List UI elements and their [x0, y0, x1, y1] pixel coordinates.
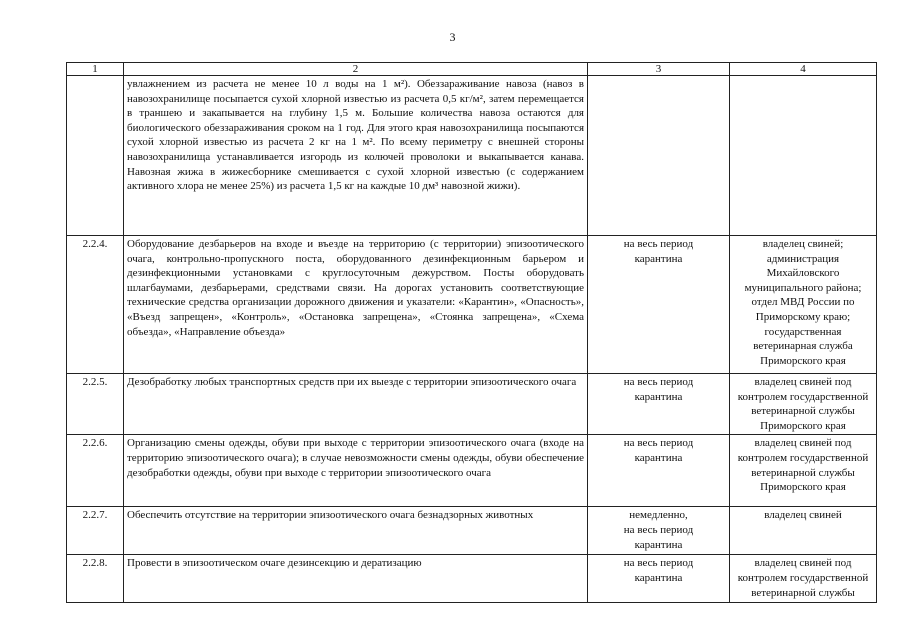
- cell-line: на весь период: [623, 376, 694, 388]
- measure-text: Дезобработку любых транспортных средств при их выезде с территории эпизоотического очага: [124, 374, 588, 435]
- cell-line: ветеринарной службы: [751, 586, 855, 599]
- cell-line: карантина: [634, 252, 683, 265]
- table-row-2-2-4: [67, 236, 877, 374]
- responsible-cell: [730, 236, 877, 374]
- cell-line: Приморского края: [760, 419, 846, 432]
- cell-line: на весь период: [623, 523, 694, 536]
- cell-line: ветеринарная служба: [753, 340, 853, 353]
- page-number: 3: [449, 30, 456, 44]
- term-cell: [588, 236, 730, 374]
- table-row-2-2-8: [67, 555, 877, 603]
- measure-text: Провести в эпизоотическом очаге дезинсекцию и дератизацию: [124, 555, 588, 603]
- cell-line: владелец свиней: [764, 509, 842, 522]
- responsible-cell: [730, 555, 877, 603]
- column-number-row: [67, 63, 877, 76]
- cell-line: государственная: [764, 325, 842, 338]
- measure-text: Оборудование дезбарьеров на входе и въезде на территорию (с территории) эпизоотического очага, контрольно-пропускного поста, оборудованного дезинфекционным барьером и дезинфекционными установками с круглосуточным дежурством. Посты оборудовать шлагбаумами, дезбарьерами, средствами связи. На дорогах установить соответствующие технические средства организации дорожного движения и указатели: «Карантин», «Опасность», «Въезд запрещен», «Контроль», «Остановка запрещена», «Стоянка запрещена», «Схема объезда», «Направление объезда»: [124, 236, 588, 374]
- cell-line: контролем государственной: [737, 390, 869, 403]
- column-header-4: 4: [730, 63, 877, 76]
- responsible-cell: [730, 507, 877, 555]
- term-cell: [588, 555, 730, 603]
- cell-line: карантина: [634, 451, 683, 464]
- term-cell: [588, 507, 730, 555]
- cell-line: владелец свиней под: [754, 437, 852, 450]
- cell-line: владелец свиней под: [754, 557, 852, 570]
- cell-line: ветеринарной службы: [751, 405, 855, 418]
- term-cell: [588, 76, 730, 236]
- term-cell: [588, 374, 730, 435]
- cell-line: немедленно,: [629, 509, 688, 522]
- term-cell: [588, 435, 730, 507]
- table-row-continuation: [67, 76, 877, 236]
- cell-line: владелец свиней под: [754, 376, 852, 388]
- column-header-2: 2: [124, 63, 588, 76]
- responsible-cell: [730, 76, 877, 236]
- cell-line: Приморского края: [760, 354, 846, 367]
- cell-line: отдел МВД России по: [751, 296, 855, 309]
- cell-line: карантина: [634, 538, 683, 551]
- cell-line: карантина: [634, 390, 683, 403]
- responsible-cell: [730, 374, 877, 435]
- item-number: 2.2.8.: [67, 555, 124, 603]
- cell-line: ветеринарной службы: [751, 466, 855, 479]
- column-header-1: 1: [67, 63, 124, 76]
- cell-line: на весь период: [623, 437, 694, 450]
- cell-line: на весь период: [623, 238, 694, 250]
- item-number: 2.2.6.: [67, 435, 124, 507]
- cell-line: Приморского края: [760, 481, 846, 494]
- item-number: 2.2.4.: [67, 236, 124, 374]
- cell-line: владелец свиней;: [762, 238, 844, 250]
- cell-line: муниципального района;: [744, 281, 862, 294]
- measure-text: Обеспечить отсутствие на территории эпизоотического очага безнадзорных животных: [124, 507, 588, 555]
- table-row-2-2-7: [67, 507, 877, 555]
- cell-line: Михайловского: [766, 267, 840, 280]
- cell-line: на весь период: [623, 557, 694, 570]
- item-number: 2.2.7.: [67, 507, 124, 555]
- cell-line: Приморскому краю;: [755, 310, 851, 323]
- item-number: 2.2.5.: [67, 374, 124, 435]
- cell-line: администрация: [766, 252, 840, 265]
- cell-line: карантина: [634, 571, 683, 584]
- responsible-cell: [730, 435, 877, 507]
- measure-text: Организацию смены одежды, обуви при выходе с территории эпизоотического очага (входе на территорию эпизоотического очага); в случае невозможности смены одежды, обуви обеспечение дезобработки одежды, обуви при выходе с территории эпизоотического очага: [124, 435, 588, 507]
- cell-line: контролем государственной: [737, 571, 869, 584]
- measure-text: увлажнением из расчета не менее 10 л воды на 1 м²). Обеззараживание навоза (навоз в навозохранилище посыпается сухой хлорной известью из расчета 0,5 кг/м², затем перемещается в траншею и закапывается на глубину 1,5 м. Большие количества навоза остаются для биологического обеззараживания сроком на 1 год. Для этого края навозохранилища посыпаются сухой хлорной известью из расчета 2 кг на 1 м². По всему периметру с внешней стороны навозохранилища устанавливается изгородь из колючей проволоки и выкапывается канава. Навозная жижа в жижесборнике смешивается с сухой хлорной известью (с содержанием активного хлора не менее 25%) из расчета 1,5 кг на каждые 10 дм³ навозной жижи).: [124, 76, 588, 236]
- table-row-2-2-5: [67, 374, 877, 435]
- measures-table: [66, 62, 877, 603]
- table-row-2-2-6: [67, 435, 877, 507]
- column-header-3: 3: [588, 63, 730, 76]
- cell-line: контролем государственной: [737, 451, 869, 464]
- item-number: [67, 76, 124, 236]
